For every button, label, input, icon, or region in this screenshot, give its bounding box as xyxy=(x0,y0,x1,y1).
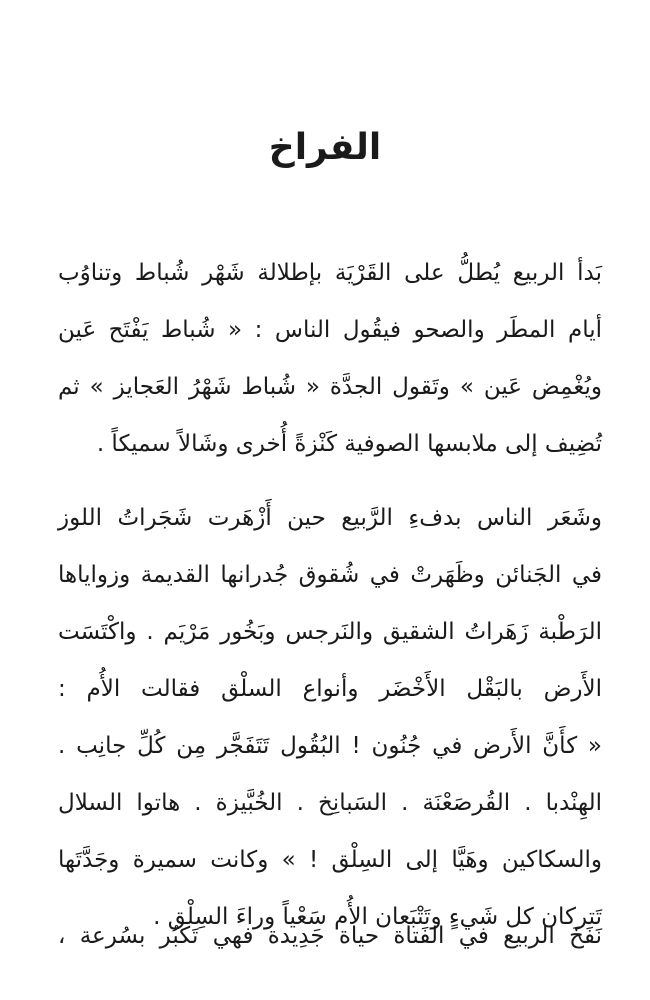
text-line: « كأَنَّ الأَرض في جُنُون ! البُقُول تَتَفَجَّر مِن كُلِّ جانِب . xyxy=(58,733,602,759)
text-line: الأَرض بالبَقْل الأَخْضَر وأنواع السلْق فقالت الأُم : xyxy=(58,676,602,702)
text-line: تَتركان كل شَيءٍ وتَتْبَعان الأُم سَعْياً وراءَ السِلْق . xyxy=(153,904,602,930)
text-line: في الجَنائن وظَهَرتْ في شُقوق جُدرانها القديمة وزواياها xyxy=(58,562,602,588)
text-line: وشَعَر الناس بدفءِ الرَّبيع حين أَزْهَرت شَجَراتُ اللوز xyxy=(58,505,602,531)
paragraph-2 xyxy=(58,490,602,946)
chapter-title: الفراخ xyxy=(268,127,382,168)
text-line: نَفَخَ الربيع في الفَتاة حياة جَدِيدة فهي تَكبُر بسُرعة ، xyxy=(58,923,602,949)
text-line: الهِنْدبا . القُرصَعْنَة . السَبانِخ . الخُبَّيزة . هاتوا السلال xyxy=(58,790,602,816)
text-line: والسكاكين وهَيَّا إلى السِلْق ! » وكانت سميرة وجَدَّتَها xyxy=(58,847,602,873)
paragraph-1 xyxy=(58,245,602,473)
text-line: بَدأ الربيع يُطلُّ على القَرْيَة بإطلالة شَهْر شُباط وتناوُب xyxy=(58,260,602,286)
text-line: ويُغْمِض عَين » وتَقول الجدَّة « شُباط شَهْرُ العَجايز » ثم xyxy=(58,374,602,400)
paragraph-3 xyxy=(58,908,602,965)
text-line: أيام المطَر والصحو فيقُول الناس : « شُباط يَفْتَح عَين xyxy=(58,317,602,343)
text-line: تُضِيف إلى ملابسها الصوفية كَنْزةً أُخرى وشَالاً سميكاً . xyxy=(96,431,602,457)
text-line: الرَطْبة زَهَراتُ الشقيق والنَرجس وبَخُور مَرْيَم . واكْتَسَت xyxy=(58,619,602,645)
